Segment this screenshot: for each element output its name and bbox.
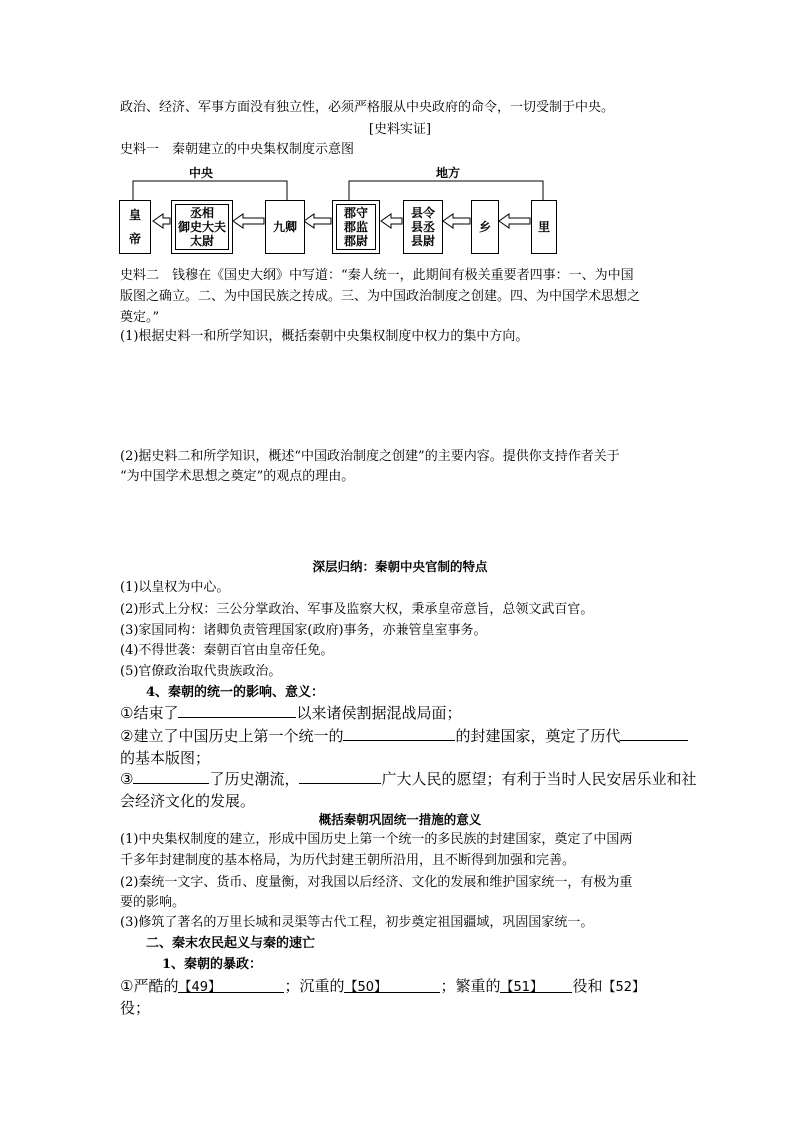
county-assistant: 县丞	[410, 220, 435, 234]
question-1: (1)根据史料一和所学知识，概括秦朝中央集权制度中权力的集中方向。	[120, 329, 529, 344]
blank-49[interactable]: 【49】	[178, 977, 284, 993]
source2-line-2: 版图之确立。二、为中国民族之抟成。三、为中国政治制度之创建。四、为中国学术思想之	[120, 289, 641, 304]
source2-line-1: 史料二 钱穆在《国史大纲》中写道：“秦人统一，此期间有极关重要者四事：一、为中国	[120, 268, 634, 283]
summary-line-1: (1)中央集权制度的建立，形成中国历史上第一个统一的多民族的封建国家，奠定了中国两	[120, 832, 633, 847]
commandery-governor: 郡守	[343, 206, 368, 220]
sangong-box	[171, 200, 233, 254]
local-label: 地方	[436, 166, 461, 180]
section-4-title: 4、秦朝的统一的影响、意义：	[146, 685, 325, 700]
fill-blank[interactable]	[178, 702, 296, 718]
fill-blank[interactable]	[620, 725, 688, 741]
evidence-heading: [史料实证]	[368, 122, 432, 137]
emperor-char-2: 帝	[128, 232, 141, 246]
source2-line-3: 奠定。”	[120, 310, 160, 325]
section-2-subtitle: 1、秦朝的暴政：	[162, 957, 263, 972]
village-box	[531, 200, 557, 254]
blank-50[interactable]: 【50】	[344, 977, 440, 993]
summary-line-5: (3)修筑了著名的万里长城和灵渠等古代工程，初步奠定祖国疆域，巩固国家统一。	[120, 915, 594, 930]
deep-item-1: (1)以皇权为中心。	[120, 580, 230, 595]
tyranny-line: ①严酷的【49】 ；沉重的【50】 ；繁重的【51】 役和【52】	[120, 977, 646, 995]
jiuqing-box	[265, 200, 305, 254]
question-2-line-2: “为中国学术思想之奠定”的观点的理由。	[120, 469, 355, 484]
commandery-supervisor: 郡监	[343, 220, 368, 234]
deep-summary-title: 深层归纳：秦朝中央官制的特点	[312, 559, 488, 574]
deep-item-3: (3)家国同构：诸卿负责管理国家(政府)事务，亦兼管皇室事务。	[120, 623, 487, 638]
county-commandant: 县尉	[410, 234, 435, 248]
sec4-line-5: 会经济文化的发展。	[120, 792, 256, 810]
question-2-line-1: (2)据史料二和所学知识，概述“中国政治制度之创建”的主要内容。提供你支持作者关于	[120, 449, 620, 464]
deep-item-4: (4)不得世袭：秦朝百官由皇帝任免。	[120, 643, 334, 658]
blank-51[interactable]: 【51】	[500, 977, 572, 993]
deep-item-2: (2)形式上分权：三公分掌政治、军事及监察大权，秉承皇帝意旨，总领文武百官。	[120, 602, 594, 617]
fill-blank[interactable]	[299, 768, 381, 784]
blank-52[interactable]: 【52】	[602, 980, 646, 995]
sec4-line-1: ①结束了 以来诸侯割据混战局面；	[120, 704, 462, 722]
sec4-line-3: 的基本版图；	[120, 749, 211, 767]
central-label: 中央	[189, 166, 214, 180]
county-box	[403, 200, 443, 254]
deep-item-5: (5)官僚政治取代贵族政治。	[120, 664, 282, 679]
censor-label: 御史大夫	[177, 220, 226, 234]
summary-title: 概括秦朝巩固统一措施的意义	[318, 812, 482, 827]
township-label: 乡	[478, 220, 491, 234]
source1-title: 史料一 秦朝建立的中央集权制度示意图	[120, 142, 355, 157]
summary-line-2: 千多年封建制度的基本格局，为历代封建王朝所沿用，且不断得到加强和完善。	[120, 853, 576, 868]
commandant-label: 太尉	[189, 234, 214, 248]
emperor-box	[119, 200, 151, 254]
township-box	[471, 200, 499, 254]
village-label: 里	[537, 220, 550, 234]
tyranny-line-end: 役；	[120, 999, 151, 1017]
commandery-commandant: 郡尉	[343, 234, 368, 248]
sec4-line-2: ②建立了中国历史上第一个统一的 的封建国家，奠定了历代	[120, 725, 680, 747]
fill-blank[interactable]	[343, 725, 455, 741]
fill-blank[interactable]	[133, 768, 209, 784]
county-magistrate: 县令	[410, 206, 435, 220]
commandery-box	[332, 200, 380, 254]
chancellor-label: 丞相	[189, 206, 214, 220]
emperor-char-1: 皇	[128, 208, 141, 222]
summary-line-4: 要的影响。	[120, 895, 186, 910]
summary-line-3: (2)秦统一文字、货币、度量衡，对我国以后经济、文化的发展和维护国家统一，有极为重	[120, 875, 633, 890]
jiuqing-label: 九卿	[272, 220, 297, 234]
section-2-title: 二、秦末农民起义与秦的速亡	[146, 936, 316, 951]
intro-paragraph: 政治、经济、军事方面没有独立性，必须严格服从中央政府的命令，一切受制于中央。	[120, 100, 615, 115]
sec4-line-4: ③ 了历史潮流， 广大人民的愿望；有利于当时人民安居乐业和社	[120, 770, 697, 788]
